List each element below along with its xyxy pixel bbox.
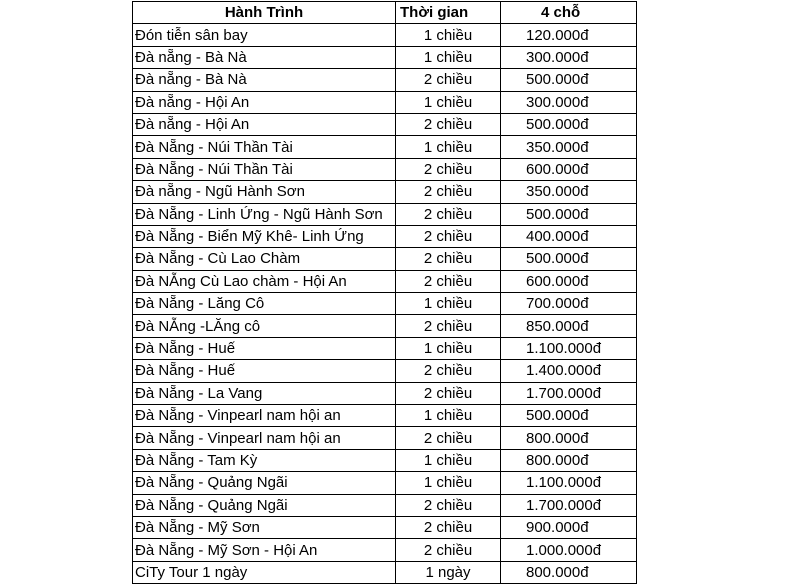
- time-cell: 1 chiều: [396, 449, 501, 471]
- route-cell: CiTy Tour 1 ngày: [133, 561, 396, 583]
- price-cell: 400.000đ: [501, 225, 637, 247]
- table-row: [133, 382, 637, 404]
- price-cell: 800.000đ: [501, 427, 637, 449]
- table-row: [133, 449, 637, 471]
- price-cell: 800.000đ: [501, 561, 637, 583]
- time-cell: 1 chiều: [396, 91, 501, 113]
- price-cell: 350.000đ: [501, 136, 637, 158]
- time-cell: 2 chiều: [396, 113, 501, 135]
- time-cell: 2 chiều: [396, 69, 501, 91]
- time-cell: 1 chiều: [396, 472, 501, 494]
- price-cell: 900.000đ: [501, 516, 637, 538]
- price-cell: 1.400.000đ: [501, 360, 637, 382]
- time-cell: 2 chiều: [396, 360, 501, 382]
- price-cell: 500.000đ: [501, 113, 637, 135]
- table-row: [133, 315, 637, 337]
- time-cell: 1 chiều: [396, 337, 501, 359]
- route-cell: Đà Nẵng - La Vang: [133, 382, 396, 404]
- time-cell: 1 chiều: [396, 136, 501, 158]
- header-route: Hành Trình: [133, 2, 396, 24]
- header-price: 4 chỗ: [501, 2, 637, 24]
- route-cell: Đà Nẵng - Núi Thần Tài: [133, 136, 396, 158]
- table-row: [133, 136, 637, 158]
- price-cell: 120.000đ: [501, 24, 637, 46]
- time-cell: 2 chiều: [396, 382, 501, 404]
- time-cell: 2 chiều: [396, 427, 501, 449]
- price-cell: 500.000đ: [501, 405, 637, 427]
- route-cell: Đà Nẵng - Huế: [133, 360, 396, 382]
- price-cell: 500.000đ: [501, 69, 637, 91]
- route-cell: Đà NẴng Cù Lao chàm - Hội An: [133, 270, 396, 292]
- table-row: [133, 113, 637, 135]
- time-cell: 2 chiều: [396, 315, 501, 337]
- table-row: [133, 270, 637, 292]
- price-cell: 500.000đ: [501, 248, 637, 270]
- time-cell: 2 chiều: [396, 494, 501, 516]
- time-cell: 2 chiều: [396, 181, 501, 203]
- route-cell: Đà Nẵng - Biển Mỹ Khê- Linh Ứng: [133, 225, 396, 247]
- time-cell: 2 chiều: [396, 539, 501, 561]
- table-row: [133, 24, 637, 46]
- price-cell: 1.700.000đ: [501, 382, 637, 404]
- table-row: [133, 158, 637, 180]
- route-cell: Đà Nẵng - Huế: [133, 337, 396, 359]
- route-cell: Đà Nẵng - Linh Ứng - Ngũ Hành Sơn: [133, 203, 396, 225]
- route-cell: Đà Nẵng - Núi Thần Tài: [133, 158, 396, 180]
- table-row: [133, 360, 637, 382]
- price-cell: 850.000đ: [501, 315, 637, 337]
- price-cell: 800.000đ: [501, 449, 637, 471]
- route-cell: Đà Nẵng - Vinpearl nam hội an: [133, 405, 396, 427]
- time-cell: 2 chiều: [396, 225, 501, 247]
- price-table: [132, 1, 637, 584]
- time-cell: 2 chiều: [396, 158, 501, 180]
- route-cell: Đà Nẵng - Mỹ Sơn - Hội An: [133, 539, 396, 561]
- time-cell: 2 chiều: [396, 516, 501, 538]
- route-cell: Đà Nẵng - Cù Lao Chàm: [133, 248, 396, 270]
- price-cell: 1.700.000đ: [501, 494, 637, 516]
- time-cell: 1 chiều: [396, 24, 501, 46]
- table-row: [133, 225, 637, 247]
- route-cell: Đà NẴng -LĂng cô: [133, 315, 396, 337]
- table-row: [133, 91, 637, 113]
- price-cell: 500.000đ: [501, 203, 637, 225]
- table-row: [133, 472, 637, 494]
- table-row: [133, 539, 637, 561]
- time-cell: 1 chiều: [396, 405, 501, 427]
- table-row: [133, 203, 637, 225]
- table-row: [133, 293, 637, 315]
- table-row: [133, 561, 637, 583]
- route-cell: Đà Nẵng - Mỹ Sơn: [133, 516, 396, 538]
- route-cell: Đà nẵng - Bà Nà: [133, 69, 396, 91]
- table-row: [133, 69, 637, 91]
- price-cell: 1.100.000đ: [501, 472, 637, 494]
- price-cell: 600.000đ: [501, 270, 637, 292]
- table-row: [133, 405, 637, 427]
- table-row: [133, 516, 637, 538]
- table-row: [133, 181, 637, 203]
- header-time: Thời gian: [396, 2, 501, 24]
- price-cell: 300.000đ: [501, 91, 637, 113]
- route-cell: Đà nẵng - Ngũ Hành Sơn: [133, 181, 396, 203]
- table-row: [133, 46, 637, 68]
- time-cell: 1 chiều: [396, 46, 501, 68]
- table-header-row: [133, 2, 637, 24]
- table-row: [133, 494, 637, 516]
- route-cell: Đà Nẵng - Vinpearl nam hội an: [133, 427, 396, 449]
- time-cell: 1 ngày: [396, 561, 501, 583]
- table-body: [133, 24, 637, 584]
- route-cell: Đà Nẵng - Quảng Ngãi: [133, 494, 396, 516]
- time-cell: 2 chiều: [396, 248, 501, 270]
- price-cell: 700.000đ: [501, 293, 637, 315]
- time-cell: 2 chiều: [396, 270, 501, 292]
- route-cell: Đà nẵng - Hội An: [133, 91, 396, 113]
- price-cell: 600.000đ: [501, 158, 637, 180]
- route-cell: Đón tiễn sân bay: [133, 24, 396, 46]
- price-cell: 1.000.000đ: [501, 539, 637, 561]
- time-cell: 2 chiều: [396, 203, 501, 225]
- route-cell: Đà Nẵng - Tam Kỳ: [133, 449, 396, 471]
- route-cell: Đà nẵng - Hội An: [133, 113, 396, 135]
- table-row: [133, 427, 637, 449]
- price-cell: 1.100.000đ: [501, 337, 637, 359]
- price-cell: 350.000đ: [501, 181, 637, 203]
- route-cell: Đà nẵng - Bà Nà: [133, 46, 396, 68]
- route-cell: Đà Nẵng - Quảng Ngãi: [133, 472, 396, 494]
- price-cell: 300.000đ: [501, 46, 637, 68]
- table-row: [133, 248, 637, 270]
- time-cell: 1 chiều: [396, 293, 501, 315]
- table-row: [133, 337, 637, 359]
- route-cell: Đà Nẵng - Lăng Cô: [133, 293, 396, 315]
